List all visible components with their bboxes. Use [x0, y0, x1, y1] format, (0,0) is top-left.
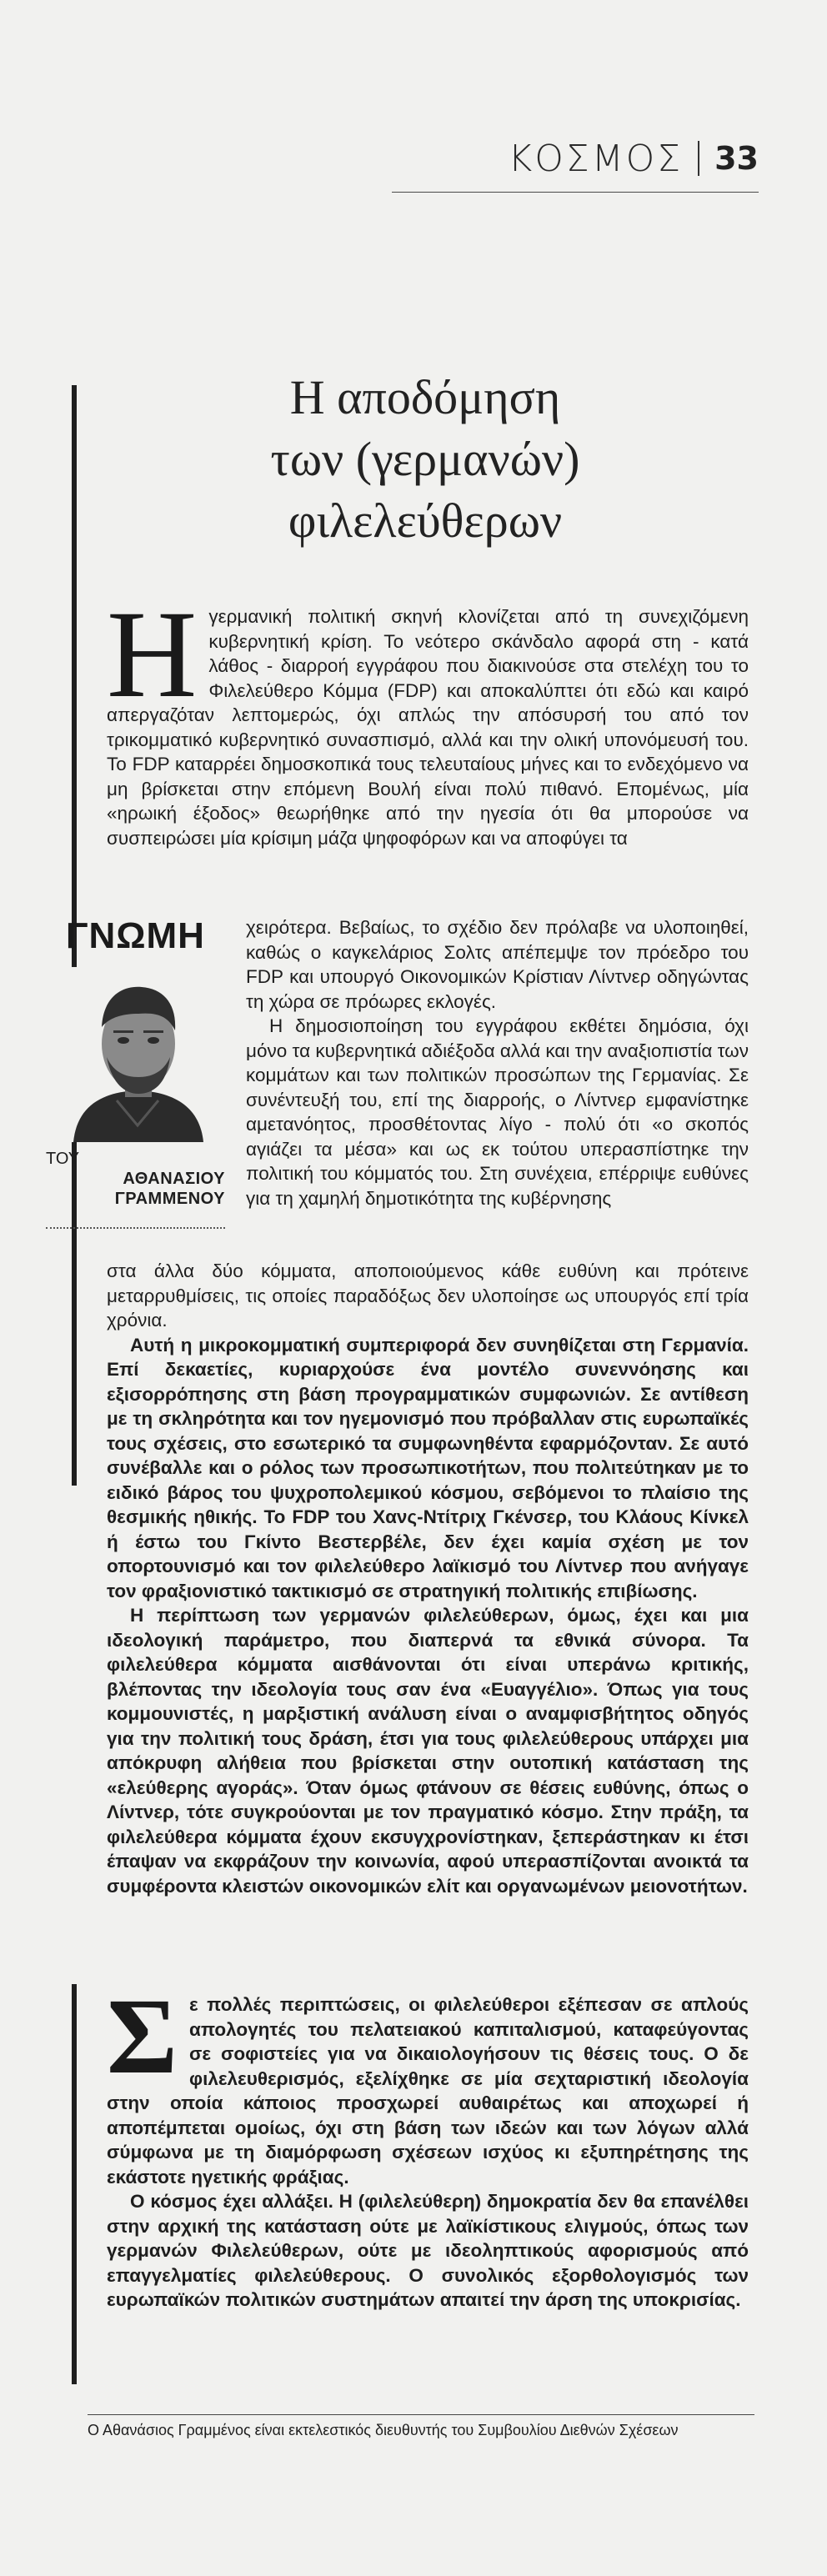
column-label: ΓΝΩΜΗ	[66, 915, 205, 956]
section-name: ΚΟΣΜΟΣ	[508, 137, 684, 180]
paragraph: γερμανική πολιτική σκηνή κλονίζεται από τη συνεχιζόμενη κυβερνητική κρίση. Το νεότερο σκάνδαλο αφορά στη - κατά λάθος - διαρροή εγγράφου που διακινούσε στα στελέχη του το Φιλελεύθερο Κόμμα (FDP) και αποκαλύπτει ότι εδώ και καιρό απεργαζόταν λεπτομερώς, όχι απλώς την απόσυρσή του από τον τρικομματικό κυβερνητικό συνασπισμό, αλλά και την ολική υπονόμευσή του. Το FDP καταρρέει δημοσκοπικά τους τελευταίους μήνες και το ενδεχόμενο να μη βρίσκεται στην επόμενη Βουλή είναι πολύ πιθανό. Επομένως, μία «ηρωική έξοδος» θεωρήθηκε από την ηγεσία ότι θα μπορούσε να συσπειρώσει μία κρίσιμη μάζα ψηφοφόρων και να αποφύγει τα	[107, 606, 749, 849]
article-body	[107, 1259, 749, 1898]
author-name: ΑΘΑΝΑΣΙΟΥ	[123, 1170, 225, 1188]
title-line: των (γερμανών)	[270, 432, 580, 486]
header-divider	[698, 141, 699, 176]
paragraph: Αυτή η μικροκομματική συμπεριφορά δεν συνηθίζεται στη Γερμανία. Επί δεκαετίες, κυριαρχούσε ένα μοντέλο συνεννόησης και εξισορρόπησης στη βάση προγραμματικών συμφωνιών. Σε αντίθεση με τη σκληρότητα και τον ηγεμονισμό που πρόβαλλαν στις ευρωπαϊκές τους σχέσεις, στο εσωτερικό τα συμφωνηθέντα εφαρμόζονταν. Σε αυτό συνέβαλλε και ο ρόλος των προσωπικοτήτων, που πολιτεύτηκαν με το ειδικό βάρος του ψυχροπολεμικού κόσμου, σεβόμενοι το πλαίσιο της θεσμικής ηθικής. Το FDP του Χανς-Ντίτριχ Γκένσερ, του Κλάους Κίνκελ ή έστω του Γκίντο Βεστερβέλε, δεν έχει καμία σχέση με τον οπορτουνισμό και τον φιλελεύθερο λαϊκισμό του Λίντνερ που ανήγαγε τον φραξιονιστικό τακτικισμό σε στρατηγική πολιτικής επιβίωσης.	[107, 1334, 749, 1601]
byline-prefix: ΤΟΥ	[46, 1150, 80, 1168]
byline	[46, 1149, 225, 1209]
section-header	[392, 125, 759, 193]
author-name: ΓΡΑΜΜΕΝΟΥ	[114, 1190, 225, 1208]
paragraph: στα άλλα δύο κόμματα, αποποιούμενος κάθε ευθύνη και πρότεινε μεταρρυθμίσεις, τις οποίες παραδόξως δεν υλοποίησε ως υπουργός επί τρία χρόνια.	[107, 1260, 749, 1331]
article-title	[125, 367, 725, 552]
article-conclusion	[107, 1977, 749, 2313]
page-number: 33	[714, 140, 759, 177]
article-side-column	[246, 915, 749, 1210]
drop-cap: Σ	[107, 1977, 178, 2097]
author-footnote: Ο Αθανάσιος Γραμμένος είναι εκτελεστικός διευθυντής του Συμβουλίου Διεθνών Σχέσεων	[88, 2422, 679, 2438]
drop-cap: Η	[107, 585, 198, 724]
title-line: φιλελεύθερων	[288, 494, 563, 548]
article-intro	[107, 585, 749, 850]
author-portrait	[65, 967, 211, 1142]
paragraph: Η περίπτωση των γερμανών φιλελεύθερων, όμως, έχει και μια ιδεολογική παράμετρο, που διαπερνά τα εθνικά σύνορα. Τα φιλελεύθερα κόμματα αισθάνονται ότι είναι υπεράνω κριτικής, βλέποντας την ιδεολογία τους σαν ένα «Ευαγγέλιο». Όπως για τους κομμουνιστές, η μαρξιστική ανάλυση είναι ο αναμφισβήτητος οδηγός για την πολιτική τους δράση, έτσι για τους φιλελεύθερους υπάρχει μια απόκρυφη αλήθεια που βρίσκεται στην ουτοπική κατάσταση της «ελεύθερης αγοράς». Όταν όμως φτάνουν σε θέσεις ευθύνης, όπως ο Λίντνερ, τότε συγκρούονται με τον πραγματικό κόσμο. Στην πράξη, τα φιλελεύθερα κόμματα έχουν εκσυγχρονίστηκαν, ξεπεράστηκαν κι έτσι έπαψαν να εκφράζουν την κοινωνία, αφού υπερασπίζονται ανοικτά τα συμφέροντα κλειστών οικονομικών ελίτ και οργανωμένων μειονοτήτων.	[107, 1605, 749, 1897]
title-line: Η αποδόμηση	[289, 370, 561, 424]
paragraph: χειρότερα. Βεβαίως, το σχέδιο δεν πρόλαβε να υλοποιηθεί, καθώς ο καγκελάριος Σολτς απέπεμψε τον πρόεδρο του FDP και υπουργό Οικονομικών Κρίστιαν Λίντνερ οδηγώντας τη χώρα σε πρόωρες εκλογές.	[246, 917, 749, 1012]
byline-divider	[46, 1227, 225, 1229]
paragraph: Ο κόσμος έχει αλλάξει. Η (φιλελεύθερη) δημοκρατία δεν θα επανέλθει στην αρχική της κατάσταση ούτε με λαϊκίστικους ελιγμούς, όπως των γερμανών Φιλελεύθερων, ούτε με ιδεοληπτικούς αφορισμούς από επαγγελματίες φιλελεύθερους. Ο συνολικός εξορθολογισμός των ευρωπαϊκών πολιτικών συστημάτων απαιτεί την άρση της υποκρισίας.	[107, 2191, 749, 2310]
paragraph: ε πολλές περιπτώσεις, οι φιλελεύθεροι εξέπεσαν σε απλούς απολογητές του πελατειακού καπιταλισμού, καταφεύγοντας σε σοφιστείες για να δικαιολογήσουν τις θέσεις τους. Ο δε φιλελευθερισμός, εξελίχθηκε σε μία σεχταριστική ιδεολογία στην οποία κάποιος προσχωρεί αυθαιρέτως και αποχωρεί ή αποπέμπεται ομοίως, όχι στη βάση των ιδεών και των λόγων αλλά σύμφωνα με τη διαμόρφωση σχέσεων ισχύος κι εξυπηρέτησης της εκάστοτε ηγετικής φράξιας.	[107, 1994, 749, 2188]
paragraph: Η δημοσιοποίηση του εγγράφου εκθέτει δημόσια, όχι μόνο τα κυβερνητικά αδιέξοδα αλλά και την αναξιοπιστία των κομμάτων και των πολιτικών προσώπων της Γερμανίας. Σε συνέντευξή του, επί της διαρροής, ο Λίντνερ εμφανίστηκε αμετανόητος, προσθέτοντας λίγο - πολύ ότι «ο σκοπός αγιάζει τα μέσα» και ως εκ τούτου υπερασπίστηκε την πολιτική του κόμματός του. Στη συνέχεια, επέρριψε ευθύνες για τη χαμηλή δημοτικότητα της κυβέρνησης	[246, 1015, 749, 1209]
left-rule	[72, 1984, 77, 2384]
footnote-divider	[88, 2414, 754, 2415]
